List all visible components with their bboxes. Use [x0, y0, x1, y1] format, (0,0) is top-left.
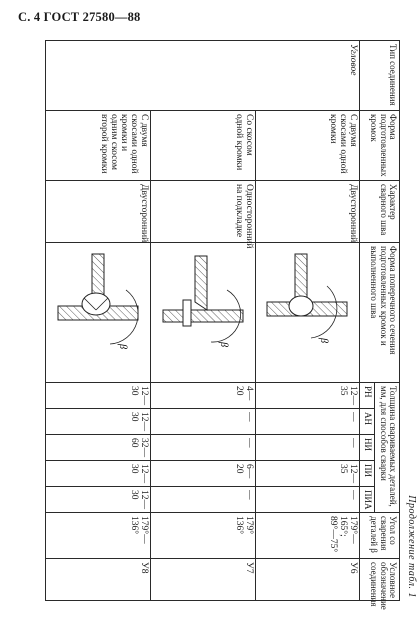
cell-thickness-pi: 6—20 [150, 461, 255, 487]
page-title: С. 4 ГОСТ 27580—88 [18, 10, 141, 24]
col-weld-character: Характер сварного шва [360, 181, 400, 243]
cell-edge-shape: С двумя скосами одной кромки [255, 111, 360, 181]
weld-sketch-u8 [52, 246, 148, 380]
cell-weld-character: Двусторонний [255, 181, 360, 243]
cell-thickness-ni: — [150, 435, 255, 461]
cell-thickness-an: — [150, 409, 255, 435]
weld-sketch-u6 [261, 246, 357, 380]
angle-line: 89°—75° [328, 516, 339, 553]
cell-thickness-pia: — [255, 487, 360, 513]
cell-weld-character: Двусторонний [46, 181, 151, 243]
angle-line: 179° [243, 516, 254, 535]
cell-thickness-rn: 12—35 [255, 383, 360, 409]
beta-label: β [116, 344, 128, 349]
col-method-rn: РН [360, 383, 375, 409]
cell-angle [46, 513, 151, 559]
col-method-ni: НИ [360, 435, 375, 461]
cell-weld-character: Односторонний на подкладке [150, 181, 255, 243]
beta-label: β [217, 342, 229, 347]
header-row-1 [375, 41, 400, 601]
col-designation: Условное обозначение соединения [360, 559, 400, 601]
cell-thickness-rn: 12—30 [46, 383, 151, 409]
cell-joint-type [46, 41, 360, 111]
angle-line: 136° [233, 516, 244, 535]
cell-angle [150, 513, 255, 559]
side-label: Угловое [348, 44, 359, 76]
cell-thickness-rn: 4—20 [150, 383, 255, 409]
col-angle: Угол со сварения деталей β [360, 513, 400, 559]
cell-edge-shape: С двумя скосами одной кромки и одним скосом второй кромки [46, 111, 151, 181]
cell-edge-shape: Со скосом одной кромки [150, 111, 255, 181]
cell-sketch [150, 243, 255, 383]
weld-sketch-u7 [157, 246, 253, 380]
cell-designation: У7 [150, 559, 255, 601]
col-method-pi: ПИ [360, 461, 375, 487]
cell-thickness-pia: — [150, 487, 255, 513]
table-row [255, 41, 360, 601]
cell-designation: У6 [255, 559, 360, 601]
cell-designation: У8 [46, 559, 151, 601]
continuation-label: Продолжение табл. 1 [406, 495, 417, 598]
col-method-pia: ПИА [360, 487, 375, 513]
cell-thickness-an: 12—30 [46, 409, 151, 435]
cell-sketch [255, 243, 360, 383]
col-thickness-group: Толщина свариваемых деталей, мм, для способов сварки [375, 383, 400, 513]
beta-label: β [318, 338, 330, 343]
cell-angle [255, 513, 360, 559]
col-method-an: АН [360, 409, 375, 435]
joints-table [45, 40, 400, 610]
col-joint-type: Тип соединения [360, 41, 400, 111]
cell-thickness-an: — [255, 409, 360, 435]
cell-thickness-pi: 12—35 [255, 461, 360, 487]
rotated-table-container [45, 40, 417, 610]
angle-line: 179°—165°; [338, 516, 359, 544]
cell-sketch [46, 243, 151, 383]
table-row [46, 41, 151, 601]
angle-line: 179°—136° [128, 516, 149, 544]
cell-thickness-ni: — [255, 435, 360, 461]
col-edge-shape: Форма подготовленных кромок [360, 111, 400, 181]
cell-thickness-pia: 12—30 [46, 487, 151, 513]
cell-thickness-pi: 12—30 [46, 461, 151, 487]
table-row [150, 41, 255, 601]
cell-thickness-ni: 32—60 [46, 435, 151, 461]
col-section-form: Форма поперечного сечения подготовленных кромок и выполненного шва [360, 243, 400, 383]
